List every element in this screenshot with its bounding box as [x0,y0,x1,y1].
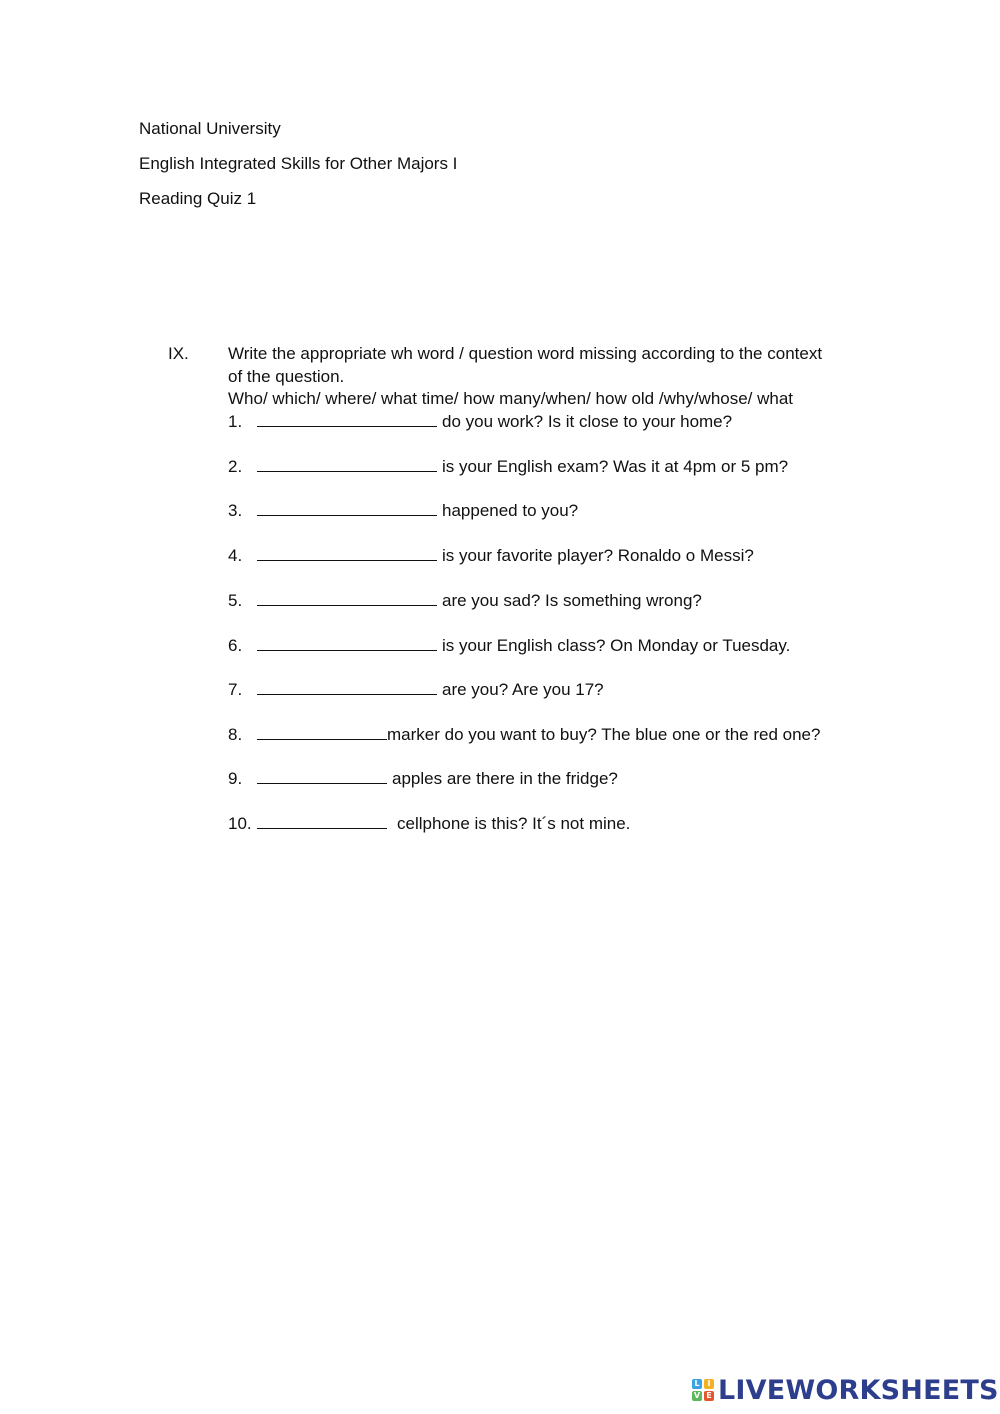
answer-blank[interactable] [257,635,437,651]
question-number: 8. [228,725,243,744]
question-text: are you sad? Is something wrong? [442,591,702,610]
question-item [228,813,630,834]
question-number: 7. [228,680,243,699]
question-text: do you work? Is it close to your home? [442,412,733,431]
question-item [228,411,732,432]
question-number: 2. [228,457,243,476]
question-item [228,724,820,745]
answer-blank[interactable] [257,545,437,561]
logo-mark-tile: I [704,1379,714,1389]
question-number: 5. [228,591,243,610]
question-item [228,635,790,656]
question-text: are you? Are you 17? [442,680,604,699]
question-item [228,456,788,477]
question-number: 1. [228,412,243,431]
institution-name: National University [139,119,281,138]
question-item [228,545,754,566]
question-text: happened to you? [442,501,579,520]
question-text: apples are there in the fridge? [392,769,618,788]
question-item [228,679,604,700]
question-text: marker do you want to buy? The blue one or the red one? [387,725,821,744]
question-number: 9. [228,769,243,788]
answer-blank[interactable] [257,813,387,829]
question-number: 6. [228,636,243,655]
instruction-line: of the question. [228,367,345,386]
answer-blank[interactable] [257,500,437,516]
question-item [228,768,618,789]
question-item [228,500,578,521]
liveworksheets-logo [692,1376,999,1404]
liveworksheets-logo-mark-icon [692,1379,714,1401]
question-item [228,590,702,611]
answer-blank[interactable] [257,590,437,606]
logo-mark-tile: L [692,1379,702,1389]
logo-mark-tile: E [704,1391,714,1401]
logo-wordmark: LIVEWORKSHEETS [718,1374,999,1406]
question-number: 4. [228,546,243,565]
answer-blank[interactable] [257,724,387,740]
question-text: is your English class? On Monday or Tuesday. [442,636,791,655]
question-text: is your favorite player? Ronaldo o Messi? [442,546,754,565]
instruction-line: Write the appropriate wh word / question word missing according to the context [228,344,823,363]
question-number: 10. [228,814,252,833]
course-title: English Integrated Skills for Other Majors I [139,154,458,173]
quiz-title: Reading Quiz 1 [139,189,257,208]
word-bank: Who/ which/ where/ what time/ how many/when/ how old /why/whose/ what [228,389,794,408]
answer-blank[interactable] [257,768,387,784]
question-text: cellphone is this? It´s not mine. [397,814,631,833]
section-numeral: IX. [168,344,189,363]
logo-mark-tile: V [693,1391,701,1400]
answer-blank[interactable] [257,679,437,695]
question-text: is your English exam? Was it at 4pm or 5 pm? [442,457,789,476]
answer-blank[interactable] [257,411,437,427]
question-number: 3. [228,501,243,520]
answer-blank[interactable] [257,456,437,472]
